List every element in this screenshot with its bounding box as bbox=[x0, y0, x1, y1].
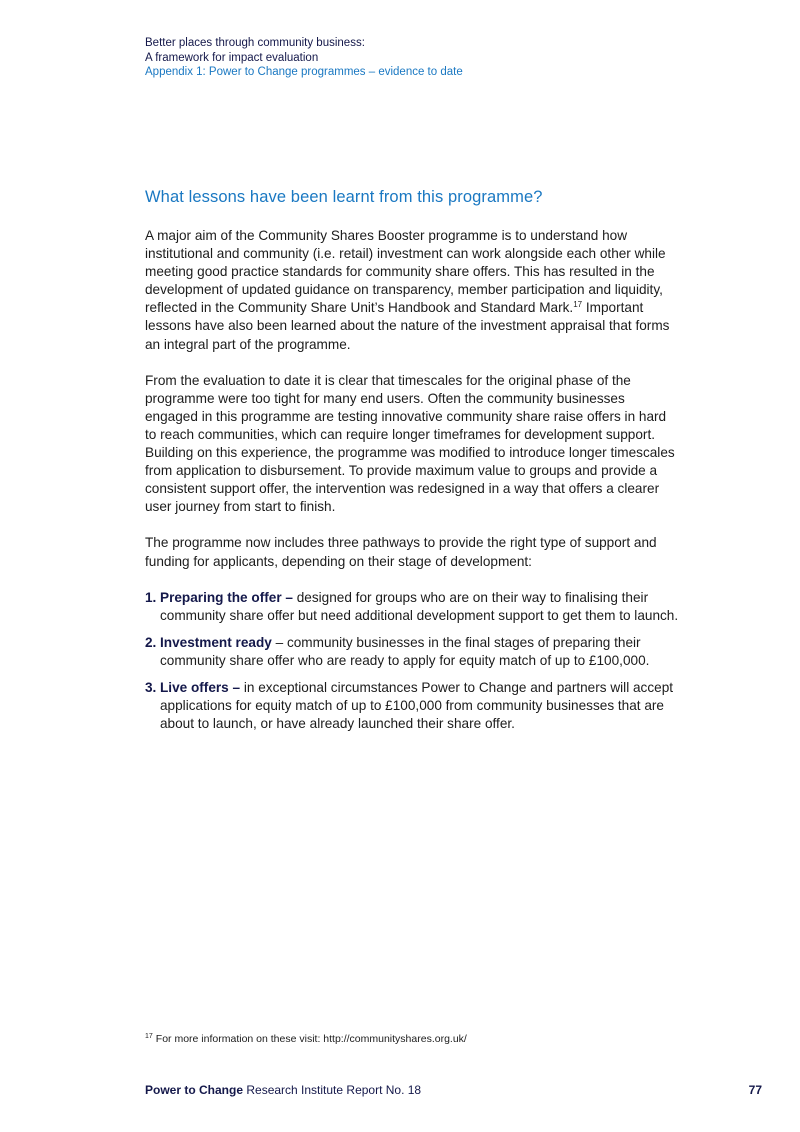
footer-report-title: Research Institute Report No. 18 bbox=[243, 1083, 422, 1097]
pathway-label: Preparing the offer – bbox=[160, 589, 293, 605]
footer-brand: Power to Change bbox=[145, 1083, 244, 1097]
pathway-item bbox=[145, 679, 680, 733]
pathway-label: Live offers – bbox=[160, 679, 241, 695]
pathway-description: – community businesses in the final stages of preparing their community share offer who are ready to apply for equity match of up to £100,000. bbox=[160, 634, 650, 668]
footnote-marker: 17 bbox=[145, 1033, 153, 1040]
page-number: 77 bbox=[748, 1083, 762, 1097]
pathway-label: Investment ready bbox=[160, 634, 272, 650]
pathway-item bbox=[145, 634, 680, 670]
footnote bbox=[145, 1033, 467, 1045]
document-title-line2: A framework for impact evaluation bbox=[145, 51, 319, 64]
pathway-description: in exceptional circumstances Power to Change and partners will accept applications for equity match of up to £100,000 from community businesses that are about to launch, or have already launched their share offer. bbox=[160, 679, 674, 732]
pathway-number: 1. bbox=[145, 589, 157, 605]
pathway-number: 3. bbox=[145, 679, 157, 695]
paragraph-1-text-continued: Important lessons have also been learned about the nature of the investment appraisal that forms an integral part of the programme. bbox=[145, 300, 670, 352]
paragraph-3: The programme now includes three pathways to provide the right type of support and funding for applicants, depending on their stage of development: bbox=[145, 535, 657, 569]
pathway-number: 2. bbox=[145, 634, 157, 650]
paragraph-2: From the evaluation to date it is clear that timescales for the original phase of the programme were too tight for many end users. Often the community businesses engaged in this programme are testing innovative community share raise offers in hard to reach communities, which can require longer timeframes for development support. Building on this experience, the programme was modified to introduce longer timescales from application to disbursement. To provide maximum value to groups and provide a consistent support offer, the intervention was redesigned in a way that offers a clearer user journey from start to finish. bbox=[145, 372, 675, 515]
pathway-item bbox=[145, 589, 680, 625]
pathways-list bbox=[145, 589, 680, 734]
section-heading: What lessons have been learnt from this programme? bbox=[145, 188, 543, 206]
page-footer bbox=[145, 1083, 421, 1097]
appendix-title: Appendix 1: Power to Change programmes – evidence to date bbox=[145, 66, 463, 78]
footnote-reference[interactable]: 17 bbox=[573, 300, 583, 310]
pathway-description: designed for groups who are on their way to finalising their community share offer but need additional development support to get them to launch. bbox=[160, 589, 679, 623]
document-title-line1: Better places through community business: bbox=[145, 37, 365, 49]
running-header bbox=[145, 36, 463, 80]
footnote-text[interactable]: For more information on these visit: http://communityshares.org.uk/ bbox=[155, 1033, 467, 1045]
paragraph-1 bbox=[145, 227, 680, 354]
paragraph-1-text: A major aim of the Community Shares Booster programme is to understand how institutional and community (i.e. retail) investment can work alongside each other while meeting good practice standards for community share offers. This has resulted in the development of updated guidance on transparency, member participation and liquidity, reflected in the Community Share Unit’s Handbook and Standard Mark. bbox=[145, 228, 666, 316]
main-content bbox=[145, 227, 680, 742]
